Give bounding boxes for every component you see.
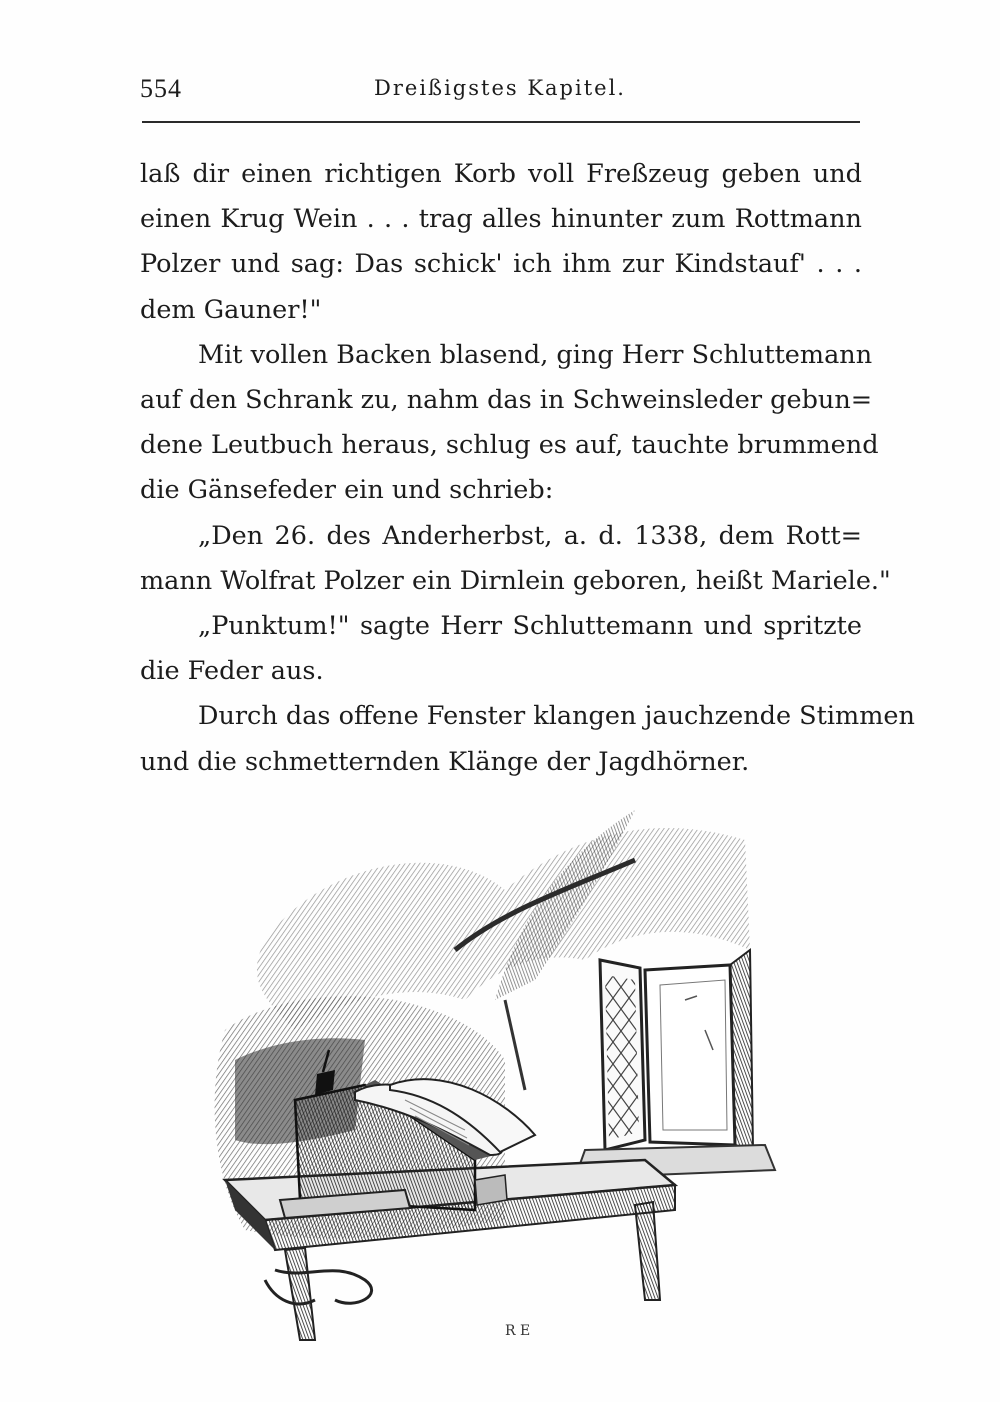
text-line: Durch das offene Fenster klangen jauchzende Stimmen	[198, 701, 915, 732]
text-line: die Gänsefeder ein und schrieb:	[140, 475, 554, 506]
open-window	[575, 950, 775, 1178]
text-line: einen Krug Wein . . . trag alles hinunter zum Rottmann	[140, 204, 862, 235]
desk-illustration	[205, 800, 825, 1360]
artist-monogram: R E	[505, 1323, 531, 1339]
body-text	[140, 152, 915, 785]
text-line: dene Leutbuch heraus, schlug es auf, tauchte brummend	[140, 430, 879, 461]
text-line: „Den 26. des Anderherbst, a. d. 1338, dem Rott=	[198, 520, 862, 551]
text-line: laß dir einen richtigen Korb voll Freßzeug geben und	[140, 159, 862, 189]
running-head: Dreißigstes Kapitel.	[374, 76, 626, 100]
page-number: 554	[140, 74, 182, 103]
text-line: auf den Schrank zu, nahm das in Schweinsleder gebun=	[140, 385, 873, 416]
text-line: die Feder aus.	[140, 656, 324, 687]
text-line: und die schmetternden Klänge der Jagdhörner.	[140, 746, 750, 777]
page-header	[140, 74, 860, 106]
text-line: Polzer und sag: Das schick' ich ihm zur Kindstauf' . . .	[140, 249, 862, 280]
text-line: „Punktum!" sagte Herr Schluttemann und spritzte	[198, 611, 862, 642]
text-line: Mit vollen Backen blasend, ging Herr Schluttemann	[198, 339, 873, 370]
text-line: dem Gauner!"	[140, 294, 322, 325]
header-rule	[142, 121, 860, 123]
text-line: mann Wolfrat Polzer ein Dirnlein geboren, heißt Mariele."	[140, 565, 891, 596]
